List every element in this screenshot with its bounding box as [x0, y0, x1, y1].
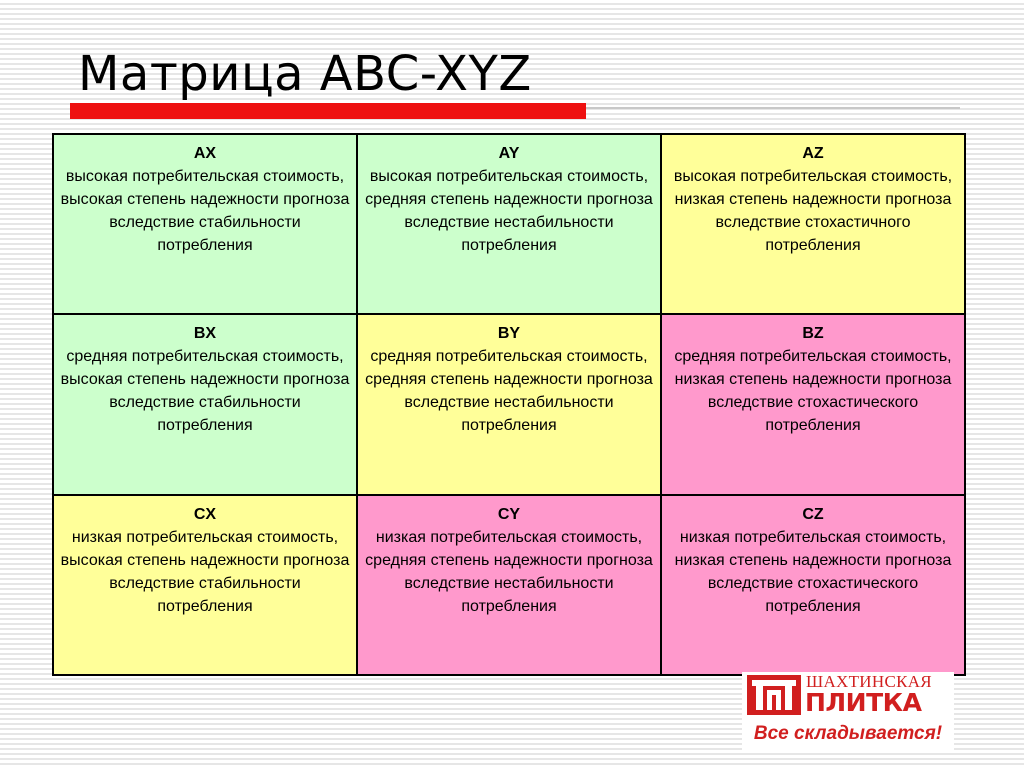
cell-code: BX: [193, 325, 217, 343]
logo-main-text: ПЛИТКА: [805, 688, 922, 717]
company-logo: [742, 672, 954, 750]
abc-xyz-matrix: [52, 133, 966, 676]
cell-description: высокая потребительская стоимость, низкая степень надежности прогноза вследствие стохастичного потребления: [673, 168, 953, 254]
cell-code: AY: [498, 145, 520, 162]
matrix-cell-bz: [661, 314, 965, 494]
cell-code: AX: [193, 145, 217, 162]
matrix-cell-by: [357, 314, 661, 494]
matrix-cell-cz: [661, 495, 965, 675]
cell-description: средняя потребительская стоимость, высокая степень надежности прогноза вследствие стабильности потребления: [60, 348, 350, 435]
matrix-cell-cy: [357, 495, 661, 675]
matrix-cell-cx: [53, 495, 357, 675]
cell-code: BZ: [802, 325, 824, 343]
shakhtinskaya-plitka-logo-icon: [747, 675, 801, 715]
title-divider-line: [586, 107, 960, 109]
cell-description: средняя потребительская стоимость, средняя степень надежности прогноза вследствие нестабильности потребления: [365, 348, 653, 435]
cell-description: высокая потребительская стоимость, высокая степень надежности прогноза вследствие стабильности потребления: [60, 168, 350, 254]
matrix-row-c: [53, 495, 965, 675]
cell-code: CZ: [802, 505, 824, 523]
matrix-cell-ax: [53, 134, 357, 314]
cell-description: низкая потребительская стоимость, низкая степень надежности прогноза вследствие стохастического потребления: [674, 528, 952, 615]
matrix-cell-bx: [53, 314, 357, 494]
cell-description: средняя потребительская стоимость, низкая степень надежности прогноза вследствие стохастического потребления: [674, 348, 952, 435]
cell-code: CY: [497, 505, 521, 523]
matrix-cell-az: [661, 134, 965, 314]
cell-description: низкая потребительская стоимость, высокая степень надежности прогноза вследствие стабильности потребления: [60, 528, 350, 615]
slide-title: Матрица ABC-XYZ: [78, 46, 532, 102]
matrix-cell-ay: [357, 134, 661, 314]
cell-description: высокая потребительская стоимость, средняя степень надежности прогноза вследствие нестабильности потребления: [365, 168, 653, 254]
title-accent-bar: [70, 103, 586, 119]
cell-description: низкая потребительская стоимость, средняя степень надежности прогноза вследствие нестабильности потребления: [365, 528, 653, 615]
matrix-row-a: [53, 134, 965, 314]
cell-code: CX: [193, 505, 217, 523]
cell-code: AZ: [802, 145, 824, 162]
matrix-row-b: [53, 314, 965, 494]
logo-top-text: ШАХТИНСКАЯ: [806, 672, 932, 691]
cell-code: BY: [497, 325, 521, 343]
logo-slogan: Все складывается!: [753, 723, 943, 744]
